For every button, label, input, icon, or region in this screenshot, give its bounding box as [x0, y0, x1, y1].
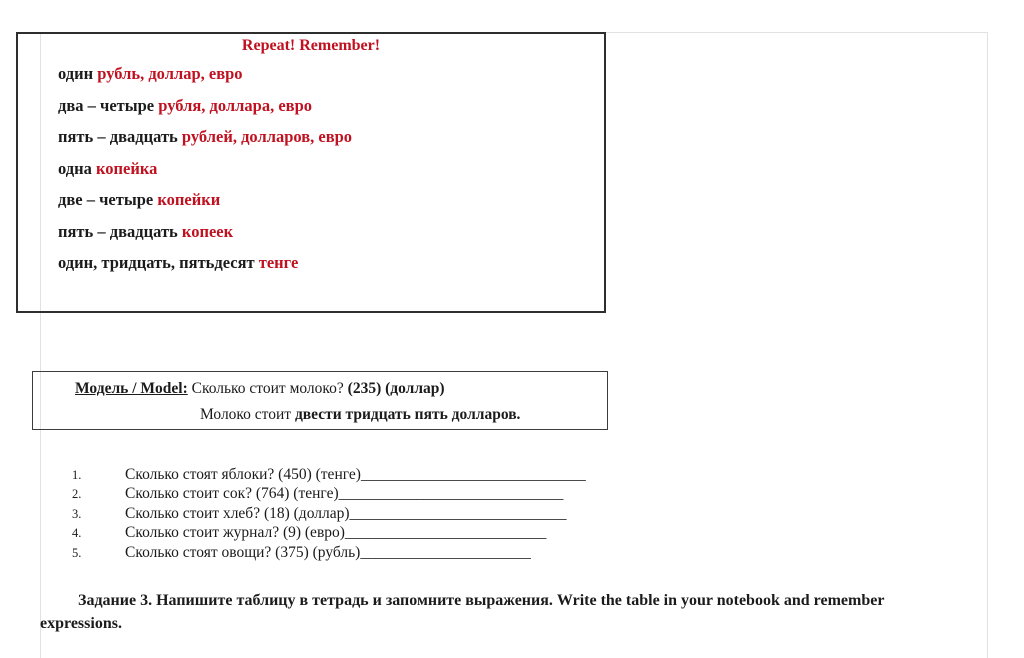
vocab-line-forms: рубля, доллара, евро [158, 95, 312, 115]
answer-blank-line: _____________________________ [360, 466, 586, 483]
vocab-line [58, 90, 604, 122]
question-text [125, 466, 586, 484]
question-prompt: Сколько стоит сок? (764) (тенге) [125, 485, 339, 503]
question-text [125, 485, 563, 503]
vocab-line [58, 216, 604, 248]
vocab-line-lead: один [58, 64, 98, 83]
vocab-line-lead: две – четыре [58, 190, 158, 209]
task-3-paragraph [40, 589, 986, 635]
vocab-line-lead: пять – двадцать [58, 127, 182, 146]
question-prompt: Сколько стоят яблоки? (450) (тенге) [125, 466, 361, 483]
answer-blank-line: ____________________________ [349, 504, 567, 522]
task-3-line2: expressions. [40, 615, 122, 632]
question-row [72, 485, 586, 504]
vocab-line-forms: рубль, доллар, евро [97, 64, 243, 83]
questions-list [72, 466, 586, 563]
question-number: 3. [72, 506, 82, 521]
vocab-line-lead: одна [58, 158, 97, 178]
vocab-line-lead: пять – двадцать [58, 221, 182, 241]
vocab-line [58, 247, 604, 279]
question-prompt: Сколько стоит журнал? (9) (евро) [125, 524, 345, 542]
vocab-line-forms: рублей, долларов, евро [181, 127, 353, 146]
vocab-line-lead: два – четыре [58, 95, 159, 115]
vocab-line [58, 184, 604, 216]
question-number: 5. [72, 545, 82, 560]
repeat-box-title: Repeat! Remember! [241, 37, 381, 54]
model-question-line [75, 376, 607, 402]
answer-blank-line: _____________________________ [338, 485, 564, 503]
question-row [72, 505, 586, 524]
question-number: 2. [72, 487, 82, 502]
vocab-line-forms: копейка [96, 158, 158, 178]
model-example-box [32, 371, 608, 430]
vocab-line-forms: копейки [157, 190, 221, 209]
question-row [72, 544, 586, 563]
model-answer-bold: двести тридцать пять долларов. [294, 406, 521, 423]
vocab-line [58, 153, 604, 185]
model-answer-plain: Молоко стоит [200, 406, 295, 423]
question-row [72, 466, 586, 485]
vocab-line [58, 121, 604, 153]
model-question-values: (235) (доллар) [347, 380, 445, 397]
model-label: Модель / Model: [75, 380, 188, 397]
question-prompt: Сколько стоят овощи? (375) (рубль) [125, 543, 361, 561]
vocab-line-forms: копеек [181, 221, 234, 241]
question-text [125, 544, 531, 562]
task-3-line1: Задание 3. Напишите таблицу в тетрадь и запомните выражения. Write the table in your notebook and remember [78, 592, 885, 609]
question-text [125, 524, 546, 542]
vocab-line [58, 58, 604, 90]
vocab-line-forms: тенге [258, 253, 299, 272]
question-text [125, 505, 567, 523]
question-row [72, 524, 586, 543]
vocabulary-lines [58, 58, 604, 279]
question-number: 1. [72, 468, 82, 482]
model-question-plain: Сколько стоит молоко? [187, 380, 348, 397]
model-answer-line [200, 402, 607, 428]
question-number: 4. [72, 526, 82, 541]
question-prompt: Сколько стоит хлеб? (18) (доллар) [125, 504, 350, 522]
answer-blank-line: __________________________ [344, 524, 547, 542]
repeat-remember-box [16, 32, 606, 313]
answer-blank-line: ______________________ [360, 543, 531, 561]
vocab-line-lead: один, тридцать, пятьдесят [58, 253, 259, 272]
